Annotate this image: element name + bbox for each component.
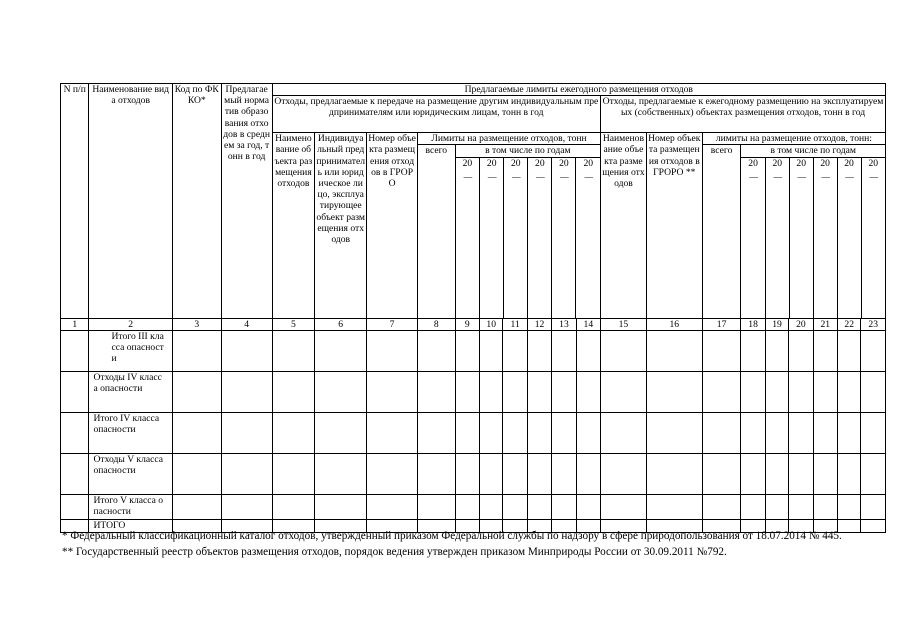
header-limits-own: лимиты на размещение отходов, тонн:	[702, 133, 885, 145]
year-prefix: 20	[510, 157, 521, 169]
table-cell	[221, 494, 272, 519]
header-col-2: Наименование вида отходов	[89, 84, 172, 319]
table-cell	[741, 330, 765, 371]
table-cell	[702, 412, 741, 453]
year-cell	[789, 157, 813, 318]
table-cell	[702, 453, 741, 494]
year-blank: __	[749, 168, 757, 180]
header-transfer-group: Отходы, предлагаемые к передаче на размещение другим индивидуальным предпринимателям или юридическим лицам, тонн в год	[272, 96, 601, 133]
table-cell	[315, 412, 367, 453]
table-cell	[480, 494, 503, 519]
year-prefix: 20	[868, 157, 879, 169]
table-cell	[552, 494, 576, 519]
table-cell	[741, 494, 765, 519]
table-cell	[272, 412, 315, 453]
table-cell	[527, 412, 551, 453]
row-label: ИТОГО	[89, 519, 172, 532]
column-number: 10	[480, 318, 503, 330]
table-cell	[702, 371, 741, 412]
table-cell	[221, 330, 272, 371]
table-cell	[418, 371, 456, 412]
table-cell	[789, 453, 813, 494]
table-cell	[702, 330, 741, 371]
table-cell	[576, 453, 600, 494]
header-years-a	[455, 145, 600, 318]
table-cell	[813, 412, 837, 453]
table-cell	[552, 412, 576, 453]
header-col-17	[702, 145, 741, 318]
column-number: 6	[315, 318, 367, 330]
table-cell	[480, 371, 503, 412]
table-cell	[172, 371, 221, 412]
header-col-6: Индивидуальный предприниматель или юридическое лицо, эксплуатирующее объект размещения отходов	[315, 133, 367, 318]
year-prefix: 20	[559, 157, 569, 169]
year-blank: __	[511, 168, 520, 180]
column-number: 2	[89, 318, 172, 330]
table-cell	[455, 453, 479, 494]
table-cell	[527, 453, 551, 494]
table-cell	[861, 371, 886, 412]
column-number: 13	[552, 318, 576, 330]
header-col-1: N п/п	[61, 84, 89, 319]
year-blank: __	[773, 168, 782, 180]
header-col-16: Номер объекта размещения отходов в ГРОРО **	[646, 133, 702, 318]
table-cell	[789, 412, 813, 453]
table-cell	[789, 371, 813, 412]
table-cell	[838, 453, 861, 494]
row-label: Отходы IV класса опасности	[89, 371, 172, 412]
header-col-4: Предлагаемый норматив образования отходов в среднем за год, тонн в год	[221, 84, 272, 319]
table-body	[61, 330, 886, 532]
header-col-15: Наименование объекта размещения отходов	[601, 133, 647, 318]
table-cell	[552, 453, 576, 494]
table-cell	[272, 371, 315, 412]
year-blank: __	[584, 168, 593, 180]
byyear-label-b: в том числе по годам	[741, 145, 885, 157]
table-cell	[221, 371, 272, 412]
table-cell	[503, 412, 527, 453]
column-number: 23	[861, 318, 886, 330]
table-cell	[861, 330, 886, 371]
table-cell	[418, 494, 456, 519]
table-cell	[765, 453, 788, 494]
year-blank: __	[463, 168, 472, 180]
column-number: 16	[646, 318, 702, 330]
table-cell	[172, 412, 221, 453]
table-cell	[480, 412, 503, 453]
header-col-8	[418, 145, 456, 318]
table-cell	[838, 371, 861, 412]
table-cell	[601, 494, 647, 519]
table-cell	[646, 412, 702, 453]
table-cell	[576, 412, 600, 453]
year-cell	[456, 157, 480, 318]
table-cell	[552, 330, 576, 371]
table-cell	[646, 494, 702, 519]
table-cell	[861, 453, 886, 494]
table-cell	[576, 330, 600, 371]
table-cell	[838, 330, 861, 371]
header-main-limits: Предлагаемые лимиты ежегодного размещения отходов	[272, 84, 885, 96]
table-cell	[315, 330, 367, 371]
byyear-label-a: в том числе по годам	[456, 145, 600, 157]
table-cell	[527, 330, 551, 371]
column-number: 3	[172, 318, 221, 330]
year-cell	[528, 157, 552, 318]
table-cell	[455, 330, 479, 371]
table-cell	[221, 453, 272, 494]
document-table-area	[60, 83, 886, 533]
table-cell	[367, 371, 418, 412]
table-cell	[527, 371, 551, 412]
footnote-1: * Федеральный классификационный каталог отходов, утвержденный приказом Федеральной службы по надзору в сфере природопользования от 18.07.2014 № 445.	[62, 530, 842, 542]
table-cell	[221, 412, 272, 453]
table-cell	[61, 412, 89, 453]
year-cell	[837, 157, 861, 318]
table-cell	[315, 453, 367, 494]
year-cell	[504, 157, 528, 318]
table-cell	[367, 412, 418, 453]
table-cell	[315, 371, 367, 412]
column-number: 9	[455, 318, 479, 330]
table-cell	[503, 453, 527, 494]
column-number: 8	[418, 318, 456, 330]
table-cell	[503, 494, 527, 519]
column-number-row	[61, 318, 886, 330]
column-number: 4	[221, 318, 272, 330]
table-cell	[861, 412, 886, 453]
table-cell	[741, 412, 765, 453]
year-prefix: 20	[820, 157, 830, 169]
table-row	[61, 494, 886, 519]
table-cell	[601, 412, 647, 453]
table-cell	[813, 494, 837, 519]
table-row	[61, 453, 886, 494]
table-cell	[813, 330, 837, 371]
table-cell	[702, 494, 741, 519]
year-cell	[576, 157, 600, 318]
table-cell	[838, 412, 861, 453]
year-prefix: 20	[486, 157, 497, 169]
row-label: Итого III класса опасности	[89, 330, 172, 371]
year-blank: __	[821, 168, 829, 180]
column-number: 19	[765, 318, 788, 330]
table-cell	[367, 494, 418, 519]
table-cell	[503, 330, 527, 371]
column-number: 14	[576, 318, 600, 330]
table-cell	[646, 371, 702, 412]
table-cell	[61, 330, 89, 371]
column-number: 7	[367, 318, 418, 330]
table-cell	[455, 412, 479, 453]
waste-limits-table	[60, 83, 886, 533]
table-cell	[789, 330, 813, 371]
row-label: Отходы V класса опасности	[89, 453, 172, 494]
table-cell	[813, 371, 837, 412]
header-limits-transfer: Лимиты на размещение отходов, тонн	[418, 133, 601, 145]
column-number: 1	[61, 318, 89, 330]
table-cell	[480, 330, 503, 371]
table-row	[61, 412, 886, 453]
table-cell	[789, 494, 813, 519]
table-cell	[861, 494, 886, 519]
header-col-7: Номер объекта размещения отходов в ГРОРО	[367, 133, 418, 318]
year-cell	[480, 157, 504, 318]
footnotes	[62, 528, 880, 560]
year-prefix: 20	[535, 157, 545, 169]
table-cell	[367, 453, 418, 494]
column-number: 15	[601, 318, 647, 330]
table-row	[61, 330, 886, 371]
table-cell	[172, 453, 221, 494]
table-cell	[272, 453, 315, 494]
table-cell	[601, 330, 647, 371]
year-blank: __	[487, 168, 496, 180]
total-label: всего	[425, 145, 448, 157]
table-cell	[480, 453, 503, 494]
year-prefix: 20	[796, 157, 806, 169]
table-cell	[646, 330, 702, 371]
year-cell	[552, 157, 576, 318]
year-prefix: 20	[462, 157, 473, 169]
table-cell	[838, 494, 861, 519]
footnote-2: ** Государственный реестр объектов размещения отходов, порядок ведения утвержден приказом Минприроды России от 30.09.2011 №792.	[62, 546, 727, 558]
table-cell	[527, 494, 551, 519]
year-cell	[741, 157, 765, 318]
column-number: 5	[272, 318, 315, 330]
table-cell	[813, 453, 837, 494]
table-cell	[418, 453, 456, 494]
table-cell	[765, 330, 788, 371]
years-subtable-a	[456, 145, 600, 317]
header-own-group: Отходы, предлагаемые к ежегодному размещению на эксплуатируемых (собственных) объектах размещения отходов, тонн в год	[601, 96, 886, 133]
table-cell	[601, 453, 647, 494]
table-cell	[61, 371, 89, 412]
table-cell	[172, 330, 221, 371]
column-number: 20	[789, 318, 813, 330]
table-cell	[272, 330, 315, 371]
column-number: 18	[741, 318, 765, 330]
header-years-b	[741, 145, 886, 318]
table-cell	[765, 371, 788, 412]
year-cell	[861, 157, 885, 318]
column-number: 17	[702, 318, 741, 330]
year-blank: __	[560, 168, 568, 180]
table-cell	[61, 494, 89, 519]
year-blank: __	[797, 168, 805, 180]
table-cell	[576, 494, 600, 519]
year-prefix: 20	[844, 157, 854, 169]
row-label: Итого V класса опасности	[89, 494, 172, 519]
table-cell	[172, 494, 221, 519]
table-cell	[601, 371, 647, 412]
column-number: 21	[813, 318, 837, 330]
table-row	[61, 371, 886, 412]
table-cell	[315, 494, 367, 519]
header-col-3: Код по ФККО*	[172, 84, 221, 319]
table-cell	[765, 494, 788, 519]
column-number: 22	[838, 318, 861, 330]
years-subtable-b	[741, 145, 885, 317]
year-prefix: 20	[772, 157, 783, 169]
table-cell	[503, 371, 527, 412]
year-prefix: 20	[583, 157, 594, 169]
table-cell	[367, 330, 418, 371]
table-cell	[418, 330, 456, 371]
year-cell	[765, 157, 789, 318]
year-prefix: 20	[748, 157, 758, 169]
year-blank: __	[536, 168, 544, 180]
row-label: Итого IV класса опасности	[89, 412, 172, 453]
table-cell	[765, 412, 788, 453]
table-cell	[741, 371, 765, 412]
table-cell	[552, 371, 576, 412]
table-cell	[418, 412, 456, 453]
table-cell	[272, 494, 315, 519]
column-number: 12	[527, 318, 551, 330]
year-blank: __	[845, 168, 853, 180]
table-cell	[61, 453, 89, 494]
table-cell	[455, 371, 479, 412]
column-number: 11	[503, 318, 527, 330]
table-cell	[741, 453, 765, 494]
total-label: всего	[710, 145, 733, 157]
table-cell	[646, 453, 702, 494]
header-col-5: Наименование объекта размещения отходов	[272, 133, 315, 318]
year-blank: __	[869, 168, 878, 180]
table-cell	[576, 371, 600, 412]
year-cell	[813, 157, 837, 318]
table-cell	[455, 494, 479, 519]
